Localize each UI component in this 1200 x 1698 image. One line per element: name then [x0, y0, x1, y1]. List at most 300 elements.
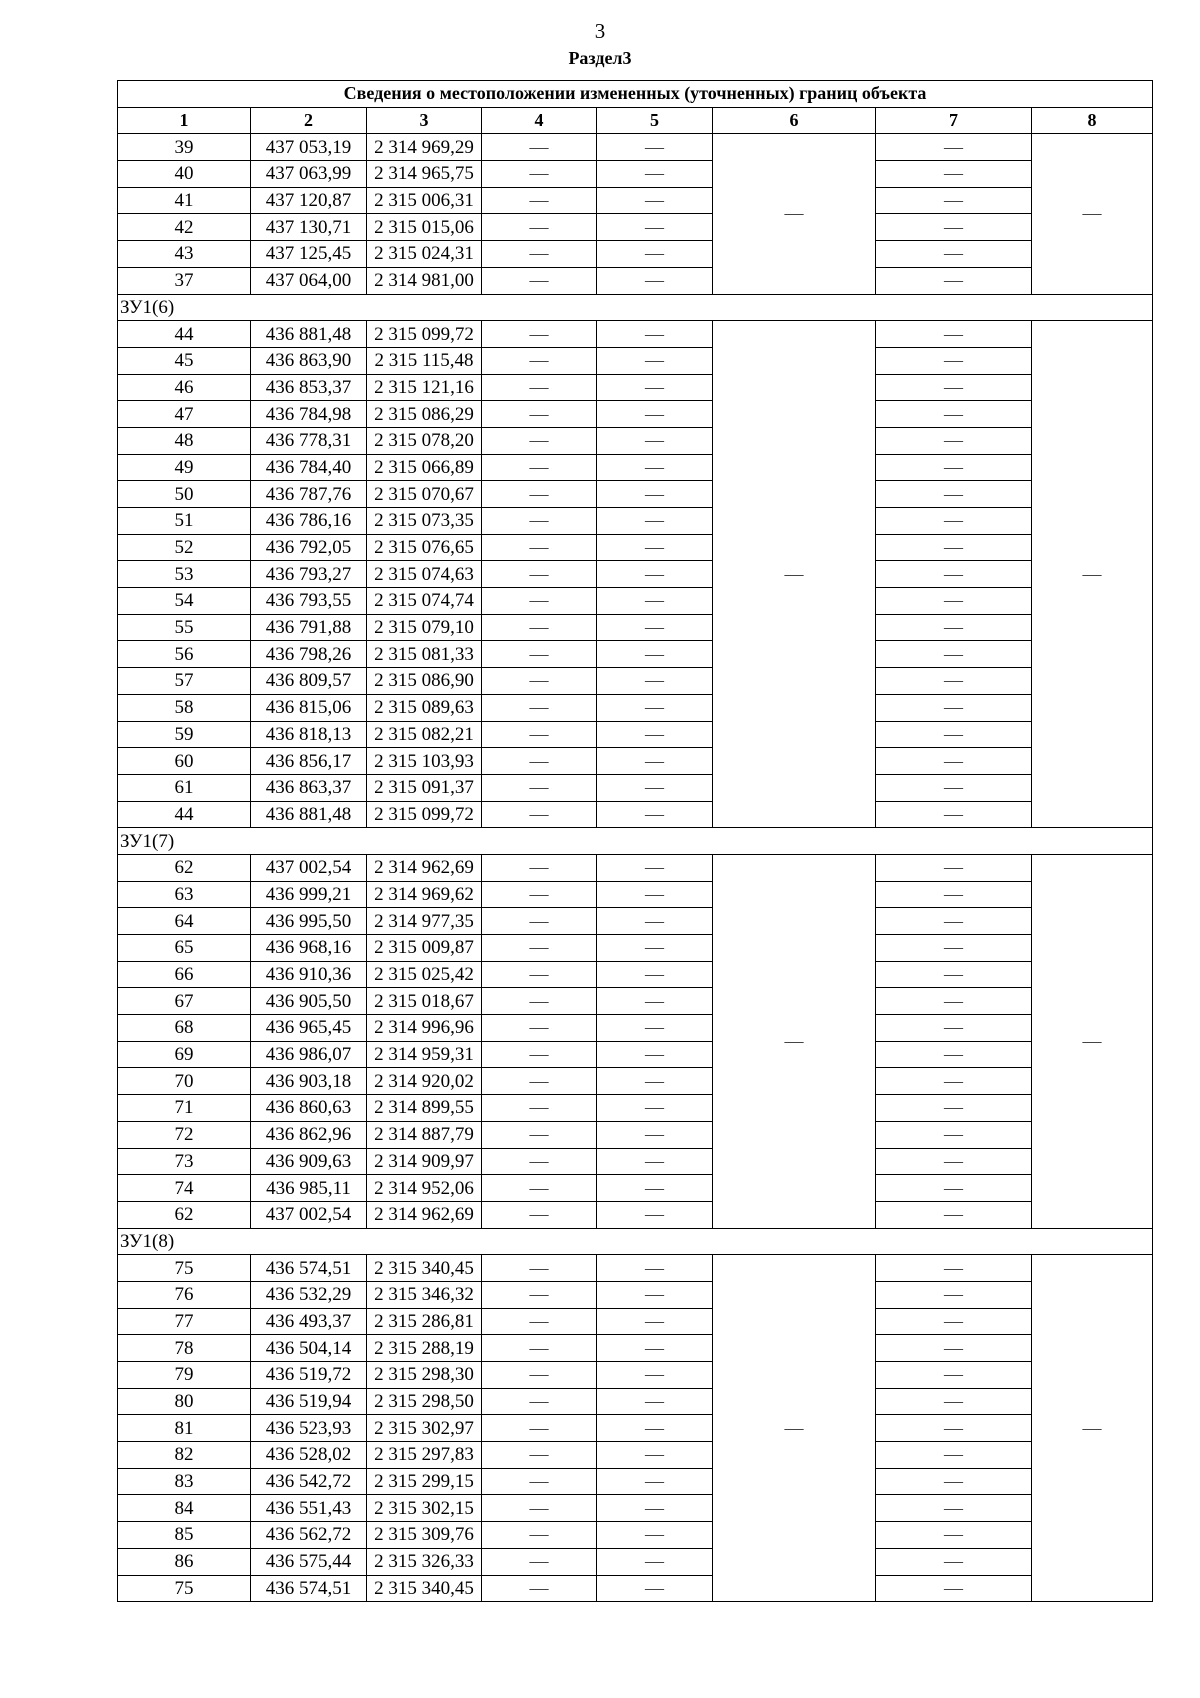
col4-dash: —: [482, 1335, 597, 1362]
col5-dash: —: [597, 801, 713, 828]
table-row: [118, 641, 1153, 668]
col4-dash: —: [482, 561, 597, 588]
col7-dash: —: [876, 374, 1032, 401]
table-row: [118, 1095, 1153, 1122]
col6-dash: —: [713, 321, 876, 828]
col7-dash: —: [876, 454, 1032, 481]
table-row: [118, 267, 1153, 294]
col7-dash: —: [876, 961, 1032, 988]
col4-dash: —: [482, 1388, 597, 1415]
coordinate-x: 436 778,31: [251, 427, 367, 454]
coordinate-y: 2 315 298,30: [367, 1362, 482, 1389]
col4-dash: —: [482, 1121, 597, 1148]
coordinate-y: 2 314 962,69: [367, 854, 482, 881]
column-number: 7: [876, 107, 1032, 134]
coordinate-y: 2 315 006,31: [367, 187, 482, 214]
col4-dash: —: [482, 401, 597, 428]
coordinate-y: 2 315 025,42: [367, 961, 482, 988]
column-number: 5: [597, 107, 713, 134]
col7-dash: —: [876, 534, 1032, 561]
col5-dash: —: [597, 1415, 713, 1442]
point-number: 68: [118, 1015, 251, 1042]
table-row: [118, 1281, 1153, 1308]
col4-dash: —: [482, 347, 597, 374]
col5-dash: —: [597, 1468, 713, 1495]
table-row: [118, 134, 1153, 161]
col5-dash: —: [597, 481, 713, 508]
table-row: [118, 374, 1153, 401]
coordinate-x: 436 532,29: [251, 1281, 367, 1308]
col7-dash: —: [876, 988, 1032, 1015]
point-number: 59: [118, 721, 251, 748]
table-row: [118, 481, 1153, 508]
coordinate-x: 436 856,17: [251, 748, 367, 775]
coordinate-x: 436 910,36: [251, 961, 367, 988]
table-row: [118, 854, 1153, 881]
col4-dash: —: [482, 1281, 597, 1308]
table-row: [118, 748, 1153, 775]
coordinate-x: 436 784,98: [251, 401, 367, 428]
coordinate-y: 2 314 952,06: [367, 1175, 482, 1202]
coordinate-y: 2 315 076,65: [367, 534, 482, 561]
col4-dash: —: [482, 1522, 597, 1549]
table-row: [118, 1442, 1153, 1469]
coordinate-y: 2 315 302,97: [367, 1415, 482, 1442]
coordinate-x: 436 863,90: [251, 347, 367, 374]
table-row: [118, 614, 1153, 641]
table-row: [118, 561, 1153, 588]
col4-dash: —: [482, 534, 597, 561]
col7-dash: —: [876, 1281, 1032, 1308]
point-number: 54: [118, 588, 251, 615]
point-number: 75: [118, 1255, 251, 1282]
coordinate-y: 2 315 340,45: [367, 1575, 482, 1602]
coordinate-y: 2 315 074,74: [367, 588, 482, 615]
col5-dash: —: [597, 881, 713, 908]
col4-dash: —: [482, 1255, 597, 1282]
col4-dash: —: [482, 881, 597, 908]
point-number: 57: [118, 668, 251, 695]
col7-dash: —: [876, 1121, 1032, 1148]
col7-dash: —: [876, 161, 1032, 188]
point-number: 75: [118, 1575, 251, 1602]
column-number: 8: [1032, 107, 1153, 134]
col5-dash: —: [597, 267, 713, 294]
col5-dash: —: [597, 641, 713, 668]
point-number: 73: [118, 1148, 251, 1175]
col7-dash: —: [876, 321, 1032, 348]
table-row: [118, 1415, 1153, 1442]
col5-dash: —: [597, 1068, 713, 1095]
col5-dash: —: [597, 1442, 713, 1469]
coordinate-x: 436 798,26: [251, 641, 367, 668]
col7-dash: —: [876, 1522, 1032, 1549]
group-label: ЗУ1(8): [118, 1228, 1153, 1255]
col5-dash: —: [597, 241, 713, 268]
table-row: [118, 508, 1153, 535]
table-row: [118, 214, 1153, 241]
coordinate-y: 2 315 015,06: [367, 214, 482, 241]
col5-dash: —: [597, 588, 713, 615]
col4-dash: —: [482, 508, 597, 535]
col7-dash: —: [876, 801, 1032, 828]
col4-dash: —: [482, 1148, 597, 1175]
col7-dash: —: [876, 267, 1032, 294]
point-number: 47: [118, 401, 251, 428]
col5-dash: —: [597, 321, 713, 348]
table-row: [118, 1468, 1153, 1495]
col8-dash: —: [1032, 1255, 1153, 1602]
point-number: 64: [118, 908, 251, 935]
table-caption: Сведения о местоположении измененных (уточненных) границ объекта: [118, 81, 1153, 108]
point-number: 74: [118, 1175, 251, 1202]
col4-dash: —: [482, 1575, 597, 1602]
coordinate-x: 436 986,07: [251, 1041, 367, 1068]
col7-dash: —: [876, 1015, 1032, 1042]
col4-dash: —: [482, 214, 597, 241]
col5-dash: —: [597, 1522, 713, 1549]
col5-dash: —: [597, 908, 713, 935]
coordinate-y: 2 315 297,83: [367, 1442, 482, 1469]
col4-dash: —: [482, 721, 597, 748]
col7-dash: —: [876, 1415, 1032, 1442]
coordinate-y: 2 314 909,97: [367, 1148, 482, 1175]
col7-dash: —: [876, 1095, 1032, 1122]
table-row: [118, 187, 1153, 214]
coordinate-x: 436 523,93: [251, 1415, 367, 1442]
coordinate-x: 436 574,51: [251, 1255, 367, 1282]
col7-dash: —: [876, 908, 1032, 935]
table-row: [118, 1148, 1153, 1175]
column-number: 2: [251, 107, 367, 134]
coordinate-y: 2 315 074,63: [367, 561, 482, 588]
coordinate-x: 436 909,63: [251, 1148, 367, 1175]
point-number: 42: [118, 214, 251, 241]
point-number: 65: [118, 935, 251, 962]
coordinate-x: 436 862,96: [251, 1121, 367, 1148]
coordinate-y: 2 314 920,02: [367, 1068, 482, 1095]
coordinate-x: 436 575,44: [251, 1548, 367, 1575]
coordinate-y: 2 315 309,76: [367, 1522, 482, 1549]
point-number: 82: [118, 1442, 251, 1469]
coordinate-x: 436 793,27: [251, 561, 367, 588]
col7-dash: —: [876, 721, 1032, 748]
table-row: [118, 1041, 1153, 1068]
coordinate-x: 436 809,57: [251, 668, 367, 695]
col6-dash: —: [713, 1255, 876, 1602]
col7-dash: —: [876, 347, 1032, 374]
col5-dash: —: [597, 1575, 713, 1602]
coordinate-y: 2 315 086,90: [367, 668, 482, 695]
point-number: 83: [118, 1468, 251, 1495]
col7-dash: —: [876, 214, 1032, 241]
coordinate-x: 436 968,16: [251, 935, 367, 962]
table-row: [118, 1495, 1153, 1522]
col7-dash: —: [876, 427, 1032, 454]
col7-dash: —: [876, 641, 1032, 668]
coordinate-x: 436 965,45: [251, 1015, 367, 1042]
col7-dash: —: [876, 1308, 1032, 1335]
col7-dash: —: [876, 881, 1032, 908]
coordinate-x: 436 791,88: [251, 614, 367, 641]
table-row: [118, 454, 1153, 481]
column-number: 3: [367, 107, 482, 134]
table-row: [118, 161, 1153, 188]
col4-dash: —: [482, 588, 597, 615]
col5-dash: —: [597, 187, 713, 214]
point-number: 78: [118, 1335, 251, 1362]
coordinate-y: 2 315 082,21: [367, 721, 482, 748]
coordinate-y: 2 315 009,87: [367, 935, 482, 962]
col6-dash: —: [713, 854, 876, 1228]
coordinate-y: 2 314 965,75: [367, 161, 482, 188]
coordinate-x: 437 053,19: [251, 134, 367, 161]
point-number: 63: [118, 881, 251, 908]
table-row: [118, 1068, 1153, 1095]
table-row: [118, 1121, 1153, 1148]
col7-dash: —: [876, 1068, 1032, 1095]
col4-dash: —: [482, 1548, 597, 1575]
coordinate-y: 2 315 024,31: [367, 241, 482, 268]
point-number: 56: [118, 641, 251, 668]
table-row: [118, 961, 1153, 988]
col4-dash: —: [482, 481, 597, 508]
col7-dash: —: [876, 1362, 1032, 1389]
col7-dash: —: [876, 1575, 1032, 1602]
col7-dash: —: [876, 1255, 1032, 1282]
col5-dash: —: [597, 1281, 713, 1308]
col5-dash: —: [597, 1362, 713, 1389]
coordinate-y: 2 315 346,32: [367, 1281, 482, 1308]
table-row: [118, 1522, 1153, 1549]
point-number: 49: [118, 454, 251, 481]
coordinate-y: 2 314 969,29: [367, 134, 482, 161]
point-number: 69: [118, 1041, 251, 1068]
col5-dash: —: [597, 134, 713, 161]
coordinate-y: 2 315 286,81: [367, 1308, 482, 1335]
col7-dash: —: [876, 854, 1032, 881]
col4-dash: —: [482, 1041, 597, 1068]
coordinate-y: 2 315 081,33: [367, 641, 482, 668]
point-number: 66: [118, 961, 251, 988]
table-row: [118, 1175, 1153, 1202]
col5-dash: —: [597, 1148, 713, 1175]
col7-dash: —: [876, 614, 1032, 641]
col5-dash: —: [597, 1041, 713, 1068]
col7-dash: —: [876, 1148, 1032, 1175]
table-row: [118, 694, 1153, 721]
table-row: [118, 347, 1153, 374]
col5-dash: —: [597, 427, 713, 454]
table-row: [118, 401, 1153, 428]
coordinate-x: 436 985,11: [251, 1175, 367, 1202]
coordinate-x: 437 064,00: [251, 267, 367, 294]
col4-dash: —: [482, 134, 597, 161]
col7-dash: —: [876, 134, 1032, 161]
table-row: [118, 1362, 1153, 1389]
col5-dash: —: [597, 161, 713, 188]
coordinate-y: 2 315 073,35: [367, 508, 482, 535]
col4-dash: —: [482, 1362, 597, 1389]
table-row: [118, 1575, 1153, 1602]
coordinate-y: 2 314 959,31: [367, 1041, 482, 1068]
coordinate-y: 2 315 066,89: [367, 454, 482, 481]
point-number: 58: [118, 694, 251, 721]
table-row: [118, 427, 1153, 454]
col5-dash: —: [597, 214, 713, 241]
column-number: 4: [482, 107, 597, 134]
col4-dash: —: [482, 988, 597, 1015]
coordinate-x: 436 562,72: [251, 1522, 367, 1549]
col8-dash: —: [1032, 854, 1153, 1228]
col5-dash: —: [597, 1308, 713, 1335]
boundary-coordinates-table: [117, 80, 1153, 1602]
table-row: [118, 774, 1153, 801]
col5-dash: —: [597, 508, 713, 535]
col7-dash: —: [876, 187, 1032, 214]
col7-dash: —: [876, 508, 1032, 535]
coordinate-x: 436 574,51: [251, 1575, 367, 1602]
col7-dash: —: [876, 1495, 1032, 1522]
coordinate-x: 436 881,48: [251, 321, 367, 348]
col5-dash: —: [597, 961, 713, 988]
section-title: Раздел3: [568, 48, 632, 68]
coordinate-x: 436 792,05: [251, 534, 367, 561]
coordinate-x: 436 493,37: [251, 1308, 367, 1335]
coordinate-x: 436 881,48: [251, 801, 367, 828]
col5-dash: —: [597, 561, 713, 588]
coordinate-x: 436 519,94: [251, 1388, 367, 1415]
table-row: [118, 908, 1153, 935]
column-number: 1: [118, 107, 251, 134]
coordinate-x: 436 863,37: [251, 774, 367, 801]
col7-dash: —: [876, 1548, 1032, 1575]
table-row: [118, 1308, 1153, 1335]
coordinate-x: 436 784,40: [251, 454, 367, 481]
col5-dash: —: [597, 1015, 713, 1042]
coordinate-y: 2 315 298,50: [367, 1388, 482, 1415]
coordinate-x: 436 995,50: [251, 908, 367, 935]
table-row: [118, 534, 1153, 561]
point-number: 39: [118, 134, 251, 161]
col5-dash: —: [597, 854, 713, 881]
coordinate-y: 2 314 887,79: [367, 1121, 482, 1148]
point-number: 41: [118, 187, 251, 214]
point-number: 72: [118, 1121, 251, 1148]
col5-dash: —: [597, 347, 713, 374]
group-label: ЗУ1(6): [118, 294, 1153, 321]
col7-dash: —: [876, 694, 1032, 721]
col4-dash: —: [482, 801, 597, 828]
group-row: [118, 294, 1153, 321]
coordinate-y: 2 315 115,48: [367, 347, 482, 374]
col8-dash: —: [1032, 321, 1153, 828]
table-row: [118, 721, 1153, 748]
col5-dash: —: [597, 374, 713, 401]
col5-dash: —: [597, 694, 713, 721]
col7-dash: —: [876, 1388, 1032, 1415]
col4-dash: —: [482, 161, 597, 188]
point-number: 71: [118, 1095, 251, 1122]
col5-dash: —: [597, 668, 713, 695]
col5-dash: —: [597, 454, 713, 481]
point-number: 80: [118, 1388, 251, 1415]
coordinate-x: 436 542,72: [251, 1468, 367, 1495]
col5-dash: —: [597, 988, 713, 1015]
col7-dash: —: [876, 401, 1032, 428]
coordinate-x: 436 860,63: [251, 1095, 367, 1122]
col5-dash: —: [597, 748, 713, 775]
point-number: 51: [118, 508, 251, 535]
coordinate-y: 2 314 996,96: [367, 1015, 482, 1042]
coordinate-y: 2 314 981,00: [367, 267, 482, 294]
table-row: [118, 1015, 1153, 1042]
coordinate-x: 436 853,37: [251, 374, 367, 401]
col7-dash: —: [876, 748, 1032, 775]
col4-dash: —: [482, 1015, 597, 1042]
col5-dash: —: [597, 1388, 713, 1415]
col8-dash: —: [1032, 134, 1153, 294]
point-number: 40: [118, 161, 251, 188]
coordinate-y: 2 314 969,62: [367, 881, 482, 908]
coordinate-x: 436 793,55: [251, 588, 367, 615]
coordinate-x: 437 130,71: [251, 214, 367, 241]
point-number: 84: [118, 1495, 251, 1522]
col5-dash: —: [597, 534, 713, 561]
col5-dash: —: [597, 401, 713, 428]
col4-dash: —: [482, 935, 597, 962]
col5-dash: —: [597, 774, 713, 801]
col4-dash: —: [482, 908, 597, 935]
point-number: 62: [118, 1201, 251, 1228]
point-number: 62: [118, 854, 251, 881]
table-row: [118, 241, 1153, 268]
point-number: 45: [118, 347, 251, 374]
coordinate-y: 2 315 079,10: [367, 614, 482, 641]
col4-dash: —: [482, 854, 597, 881]
group-label: ЗУ1(7): [118, 828, 1153, 855]
coordinate-y: 2 315 086,29: [367, 401, 482, 428]
coordinate-y: 2 315 091,37: [367, 774, 482, 801]
col7-dash: —: [876, 1468, 1032, 1495]
coordinate-y: 2 315 299,15: [367, 1468, 482, 1495]
col4-dash: —: [482, 748, 597, 775]
point-number: 50: [118, 481, 251, 508]
col4-dash: —: [482, 961, 597, 988]
col5-dash: —: [597, 1175, 713, 1202]
col4-dash: —: [482, 614, 597, 641]
coordinate-x: 436 905,50: [251, 988, 367, 1015]
col4-dash: —: [482, 427, 597, 454]
col7-dash: —: [876, 561, 1032, 588]
coordinate-y: 2 315 121,16: [367, 374, 482, 401]
col7-dash: —: [876, 1175, 1032, 1202]
col5-dash: —: [597, 614, 713, 641]
point-number: 55: [118, 614, 251, 641]
col5-dash: —: [597, 1201, 713, 1228]
col5-dash: —: [597, 1335, 713, 1362]
coordinate-y: 2 315 340,45: [367, 1255, 482, 1282]
coordinate-x: 436 903,18: [251, 1068, 367, 1095]
group-row: [118, 1228, 1153, 1255]
coordinate-x: 436 999,21: [251, 881, 367, 908]
point-number: 48: [118, 427, 251, 454]
col7-dash: —: [876, 1201, 1032, 1228]
col7-dash: —: [876, 935, 1032, 962]
col4-dash: —: [482, 668, 597, 695]
column-number-row: [118, 107, 1153, 134]
table-row: [118, 1255, 1153, 1282]
